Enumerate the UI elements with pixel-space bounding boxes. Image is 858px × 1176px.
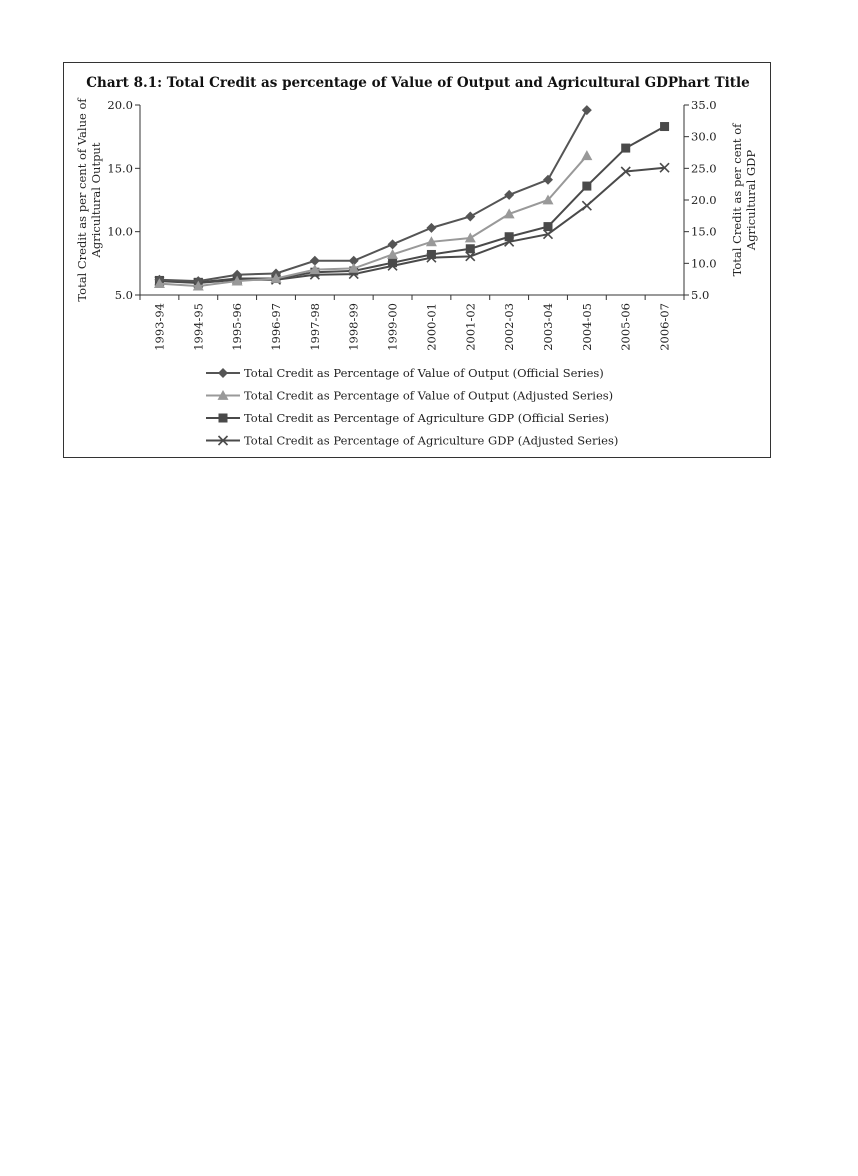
x-tick-label: 1995-96 — [230, 303, 245, 351]
x-tick-label: 1998-99 — [346, 303, 361, 351]
right-tick-label: 15.0 — [691, 224, 717, 239]
data-point — [544, 222, 553, 231]
right-tick-label: 25.0 — [691, 161, 717, 176]
right-tick-label: 35.0 — [691, 98, 717, 112]
x-tick-label: 2000-01 — [424, 303, 439, 351]
x-tick-label: 1993-94 — [152, 303, 167, 351]
data-point — [543, 175, 553, 185]
right-axis-title — [730, 123, 758, 277]
data-point — [426, 223, 436, 233]
data-point — [582, 105, 592, 115]
legend-marker — [219, 414, 228, 423]
data-point — [388, 239, 398, 249]
legend-item-2 — [206, 389, 613, 403]
x-tick-label: 2006-07 — [657, 303, 672, 351]
left-axis-title — [75, 98, 103, 302]
data-point — [466, 244, 475, 253]
chart-svg — [64, 63, 772, 459]
legend-label: Total Credit as Percentage of Agriculture GDP (Adjusted Series) — [244, 433, 619, 448]
legend-label: Total Credit as Percentage of Value of Output (Official Series) — [244, 366, 604, 380]
data-point — [582, 201, 591, 210]
series-layer — [154, 105, 669, 290]
x-tick-label: 2002-03 — [502, 303, 517, 351]
data-point — [621, 144, 630, 153]
left-tick-label: 5.0 — [114, 288, 133, 302]
series-1 — [154, 105, 591, 286]
x-tick-label: 2003-04 — [541, 303, 555, 351]
right-tick-label: 5.0 — [691, 288, 710, 302]
left-tick-label: 10.0 — [107, 224, 133, 239]
legend-item-1 — [206, 366, 604, 380]
right-axis-title-line-2: Agricultural GDP — [744, 149, 758, 251]
left-axis-title-line-1: Total Credit as per cent of Value of — [75, 98, 89, 302]
data-point — [504, 190, 514, 200]
chart-frame — [63, 62, 771, 458]
x-tick-label: 1997-98 — [307, 303, 322, 351]
series-line — [159, 110, 586, 281]
legend — [206, 366, 618, 448]
legend-item-3 — [206, 411, 609, 425]
legend-item-4 — [206, 434, 618, 448]
chart-title: Chart 8.1: Total Credit as percentage of Value of Output and Agricultural GDPhart Title — [86, 75, 750, 91]
x-tick-label: 1994-95 — [191, 303, 206, 351]
right-axis-title-line-1: Total Credit as per cent of — [730, 123, 744, 277]
left-tick-label: 15.0 — [107, 161, 133, 176]
left-tick-label: 20.0 — [107, 98, 133, 112]
x-tick-label: 1999-00 — [385, 303, 400, 351]
axes — [107, 98, 716, 351]
right-tick-label: 20.0 — [691, 193, 717, 207]
data-point — [388, 258, 397, 267]
left-axis-title-line-2: Agricultural Output — [89, 142, 103, 258]
legend-marker — [218, 368, 228, 378]
data-point — [505, 232, 514, 241]
data-point — [465, 211, 475, 221]
data-point — [581, 150, 592, 160]
legend-label: Total Credit as Percentage of Value of Output (Adjusted Series) — [244, 388, 614, 403]
x-tick-label: 1996-97 — [269, 303, 283, 351]
x-tick-label: 2004-05 — [579, 303, 594, 351]
right-tick-label: 30.0 — [691, 129, 717, 144]
x-tick-label: 2001-02 — [463, 303, 478, 351]
data-point — [427, 250, 436, 259]
data-point — [582, 182, 591, 191]
right-tick-label: 10.0 — [691, 256, 717, 271]
x-tick-label: 2005-06 — [618, 303, 633, 351]
data-point — [660, 122, 669, 131]
legend-label: Total Credit as Percentage of Agriculture GDP (Official Series) — [244, 411, 609, 425]
